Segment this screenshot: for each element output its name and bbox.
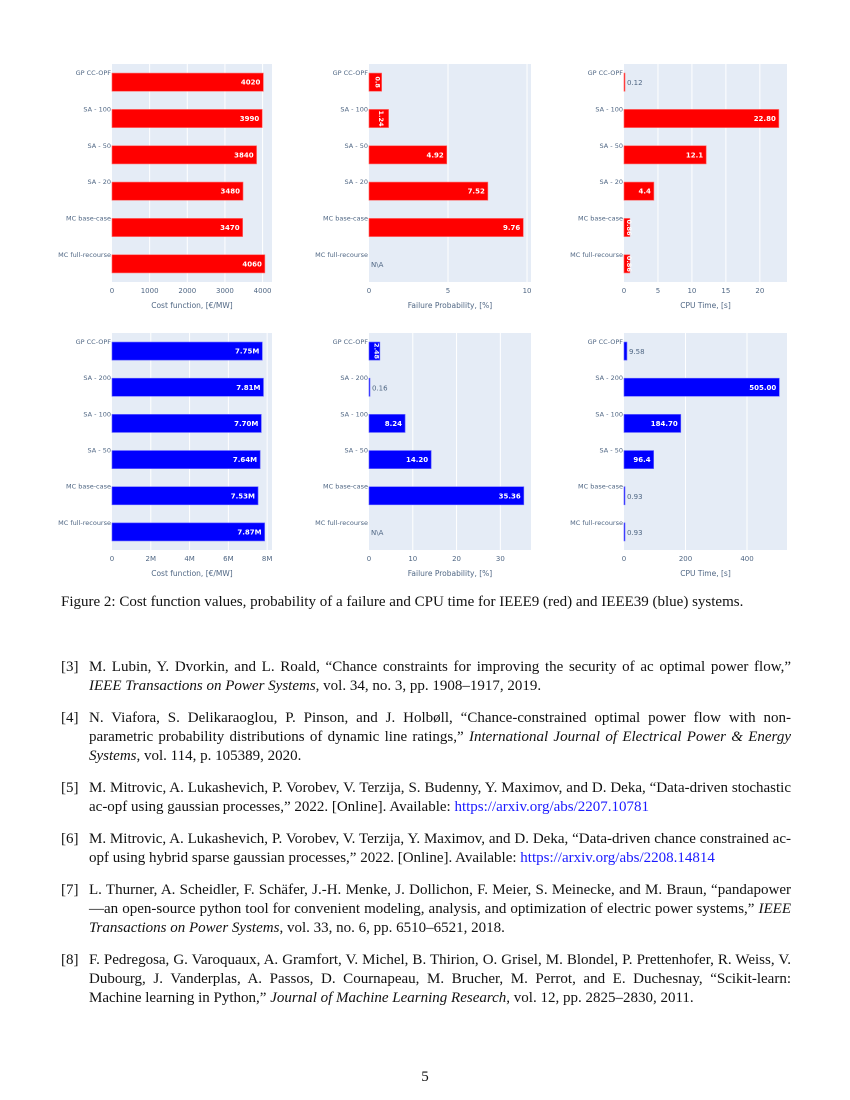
plot-area xyxy=(112,333,272,550)
reference-text: M. Mitrovic, A. Lukashevich, P. Vorobev, V. Terzija, S. Budenny, Y. Maximov, and D. Deka, “Data-driven stochastic ac-opf using gaussian processes,” 2022. [Online]. Available: xyxy=(89,780,791,815)
x-tick-label: 10 xyxy=(522,287,532,295)
category-label: GP CC-OPF xyxy=(587,338,623,347)
reference-item xyxy=(61,709,791,766)
data-label: 4.4 xyxy=(638,187,651,196)
data-label: 12.1 xyxy=(685,151,704,160)
category-label: MC base-case xyxy=(578,482,623,491)
reference-number: [3] xyxy=(61,659,79,675)
data-label: 4060 xyxy=(242,260,262,269)
x-tick-label: 400 xyxy=(740,555,754,563)
x-tick-label: 8M xyxy=(261,555,273,563)
x-tick-label: 1000 xyxy=(140,287,159,295)
x-axis-title: Cost function, [€/MW] xyxy=(151,569,233,578)
data-label: 1.24 xyxy=(376,110,385,127)
data-label: N\A xyxy=(371,528,384,537)
reference-number: [5] xyxy=(61,780,79,796)
x-tick-label: 2M xyxy=(145,555,157,563)
plot-area xyxy=(369,64,531,282)
category-label: MC full-recourse xyxy=(315,250,368,259)
x-axis-title: CPU Time, [s] xyxy=(680,301,731,310)
data-label: 7.52 xyxy=(467,187,485,196)
reference-item xyxy=(61,881,791,938)
category-label: GP CC-OPF xyxy=(75,69,111,78)
data-label: 22.80 xyxy=(753,115,776,123)
page-number: 5 xyxy=(421,1069,429,1085)
data-label: 7.87M xyxy=(237,528,262,537)
bar-chart-3 xyxy=(570,64,787,310)
data-label: 0.93 xyxy=(627,528,643,537)
category-label: SA - 100 xyxy=(340,105,368,114)
reference-text: M. Mitrovic, A. Lukashevich, P. Vorobev, V. Terzija, Y. Maximov, and D. Deka, “Data-driven chance constrained ac-opf using hybrid sparse gaussian processes,” 2022. [Online]. Available: xyxy=(89,831,791,866)
data-label: 0.93 xyxy=(627,492,643,501)
category-label: GP CC-OPF xyxy=(332,69,368,78)
x-tick-label: 4000 xyxy=(253,287,272,295)
data-label: 4.92 xyxy=(426,151,444,160)
reference-number: [6] xyxy=(61,831,79,847)
data-label: 3990 xyxy=(239,115,260,123)
data-label: 0.8 xyxy=(373,76,382,88)
reference-number: [8] xyxy=(61,952,79,968)
reference-item xyxy=(61,830,791,868)
plot-area xyxy=(369,333,531,550)
data-label: 2.48 xyxy=(372,343,381,360)
category-label: GP CC-OPF xyxy=(75,338,111,347)
x-tick-label: 0 xyxy=(109,555,115,563)
data-label: 96.4 xyxy=(633,456,651,465)
reference-item xyxy=(61,951,791,1008)
reference-details: , vol. 33, no. 6, pp. 6510–6521, 2018. xyxy=(279,920,505,936)
data-label: 3840 xyxy=(234,151,254,160)
x-tick-label: 0 xyxy=(109,287,115,295)
category-label: SA - 200 xyxy=(340,374,368,383)
reference-number: [4] xyxy=(61,710,79,726)
data-label: 3470 xyxy=(220,224,240,232)
data-label: 35.36 xyxy=(498,492,521,501)
x-tick-label: 5 xyxy=(655,287,661,295)
data-label: 7.75M xyxy=(235,347,260,356)
category-label: MC full-recourse xyxy=(570,250,623,259)
category-label: MC full-recourse xyxy=(315,518,368,527)
category-label: SA - 100 xyxy=(83,105,111,114)
bar xyxy=(624,342,627,360)
reference-number: [7] xyxy=(61,882,79,898)
reference-journal: IEEE Transactions on Power Systems xyxy=(89,901,791,936)
reference-item xyxy=(61,658,791,696)
x-tick-label: 0 xyxy=(366,287,372,295)
data-label: 0.86 xyxy=(624,255,633,272)
x-tick-label: 2000 xyxy=(178,287,197,295)
reference-journal: IEEE Transactions on Power Systems xyxy=(89,678,316,694)
x-tick-label: 0 xyxy=(621,555,627,563)
data-label: 7.81M xyxy=(236,383,261,392)
category-label: GP CC-OPF xyxy=(587,69,623,78)
x-tick-label: 30 xyxy=(495,555,505,563)
category-label: MC base-case xyxy=(578,214,623,223)
plot-area xyxy=(112,64,272,282)
reference-list xyxy=(61,658,791,1021)
data-label: 8.24 xyxy=(384,419,403,428)
reference-text: M. Lubin, Y. Dvorkin, and L. Roald, “Chance constraints for improving the security of ac optimal power flow,” xyxy=(89,659,791,675)
category-label: MC full-recourse xyxy=(570,518,623,527)
category-label: SA - 50 xyxy=(344,446,368,455)
reference-link[interactable]: https://arxiv.org/abs/2208.14814 xyxy=(520,850,715,866)
category-label: MC full-recourse xyxy=(58,518,111,527)
x-axis-title: CPU Time, [s] xyxy=(680,569,731,578)
data-label: 3480 xyxy=(220,187,241,196)
category-label: SA - 200 xyxy=(595,374,623,383)
x-tick-label: 0 xyxy=(621,287,627,295)
data-label: 0.16 xyxy=(372,384,388,393)
reference-text: F. Pedregosa, G. Varoquaux, A. Gramfort, V. Michel, B. Thirion, O. Grisel, M. Blondel, P. Prettenhofer, R. Weiss, V. Dubourg, J. Vanderplas, A. Passos, D. Cournapeau, M. Brucher, M. Perrot, and E. Duchesnay, “Scikit-learn: Machine learning in Python,” xyxy=(89,952,791,1006)
reference-text: L. Thurner, A. Scheidler, F. Schäfer, J.-H. Menke, J. Dollichon, F. Meier, S. Meinecke, and M. Braun, “pandapower—an open-source python tool for convenient modeling, analysis, and optimization of electric power systems,” xyxy=(89,882,791,917)
reference-item xyxy=(61,779,791,817)
data-label: 505.00 xyxy=(749,383,777,392)
reference-details: , vol. 12, pp. 2825–2830, 2011. xyxy=(506,990,694,1006)
category-label: SA - 20 xyxy=(599,178,623,187)
x-tick-label: 20 xyxy=(452,555,462,563)
category-label: MC base-case xyxy=(323,482,368,491)
x-tick-label: 200 xyxy=(678,555,693,563)
reference-journal: International Journal of Electrical Power & Energy Systems xyxy=(89,729,791,764)
bar xyxy=(369,378,370,396)
x-tick-label: 20 xyxy=(755,287,765,295)
data-label: 14.20 xyxy=(406,456,429,465)
bar xyxy=(624,487,625,505)
category-label: SA - 50 xyxy=(344,141,368,150)
reference-journal: Journal of Machine Learning Research xyxy=(270,990,507,1006)
data-label: 4020 xyxy=(240,78,261,87)
category-label: SA - 50 xyxy=(599,446,623,455)
bar-chart-2 xyxy=(315,64,531,310)
x-tick-label: 10 xyxy=(687,287,697,295)
figure-caption: Figure 2: Cost function values, probability of a failure and CPU time for IEEE9 (red) and IEEE39 (blue) systems. xyxy=(61,594,744,610)
category-label: MC base-case xyxy=(323,214,368,223)
reference-link[interactable]: https://arxiv.org/abs/2207.10781 xyxy=(454,799,650,815)
category-label: SA - 100 xyxy=(83,410,111,419)
category-label: MC base-case xyxy=(66,482,111,491)
category-label: SA - 100 xyxy=(595,105,623,114)
data-label: 0.86 xyxy=(624,219,633,236)
x-axis-title: Cost function, [€/MW] xyxy=(151,301,233,310)
data-label: 9.76 xyxy=(502,224,521,232)
bar xyxy=(624,73,625,91)
data-label: 7.64M xyxy=(232,456,258,465)
x-axis-title: Failure Probability, [%] xyxy=(407,569,493,578)
category-label: SA - 20 xyxy=(344,178,368,187)
category-label: SA - 50 xyxy=(87,446,111,455)
data-label: 184.70 xyxy=(650,419,678,428)
category-label: MC full-recourse xyxy=(58,250,111,259)
category-label: SA - 100 xyxy=(340,410,368,419)
x-tick-label: 0 xyxy=(366,555,372,563)
bar-chart-6 xyxy=(570,333,787,578)
x-tick-label: 6M xyxy=(223,555,234,563)
reference-details: , vol. 114, p. 105389, 2020. xyxy=(136,748,302,764)
category-label: SA - 20 xyxy=(87,178,111,187)
bar-chart-5 xyxy=(315,333,531,578)
data-label: 9.58 xyxy=(628,348,645,357)
x-tick-label: 4M xyxy=(184,555,195,563)
bar-chart-1 xyxy=(58,64,272,310)
reference-details: , vol. 34, no. 3, pp. 1908–1917, 2019. xyxy=(315,678,542,694)
x-tick-label: 5 xyxy=(445,287,451,295)
plot-area xyxy=(624,64,787,282)
category-label: SA - 50 xyxy=(87,141,111,150)
x-tick-label: 15 xyxy=(721,287,731,295)
reference-text: N. Viafora, S. Delikaraoglou, P. Pinson, and J. Holbøll, “Chance-constrained optimal power flow with non-parametric probability distributions of dynamic line ratings,” xyxy=(89,710,791,745)
category-label: SA - 50 xyxy=(599,141,623,150)
data-label: N\A xyxy=(371,260,384,269)
bar xyxy=(624,523,625,541)
x-tick-label: 3000 xyxy=(216,287,234,295)
category-label: MC base-case xyxy=(66,214,111,223)
category-label: SA - 200 xyxy=(83,374,111,383)
bar xyxy=(369,218,523,236)
bar-chart-4 xyxy=(58,333,272,578)
x-tick-label: 10 xyxy=(408,555,418,563)
x-axis-title: Failure Probability, [%] xyxy=(407,301,493,310)
category-label: GP CC-OPF xyxy=(332,338,368,347)
category-label: SA - 100 xyxy=(595,410,623,419)
data-label: 0.12 xyxy=(627,79,643,88)
plot-area xyxy=(624,333,787,550)
data-label: 7.53M xyxy=(230,492,256,501)
data-label: 7.70M xyxy=(234,419,259,428)
